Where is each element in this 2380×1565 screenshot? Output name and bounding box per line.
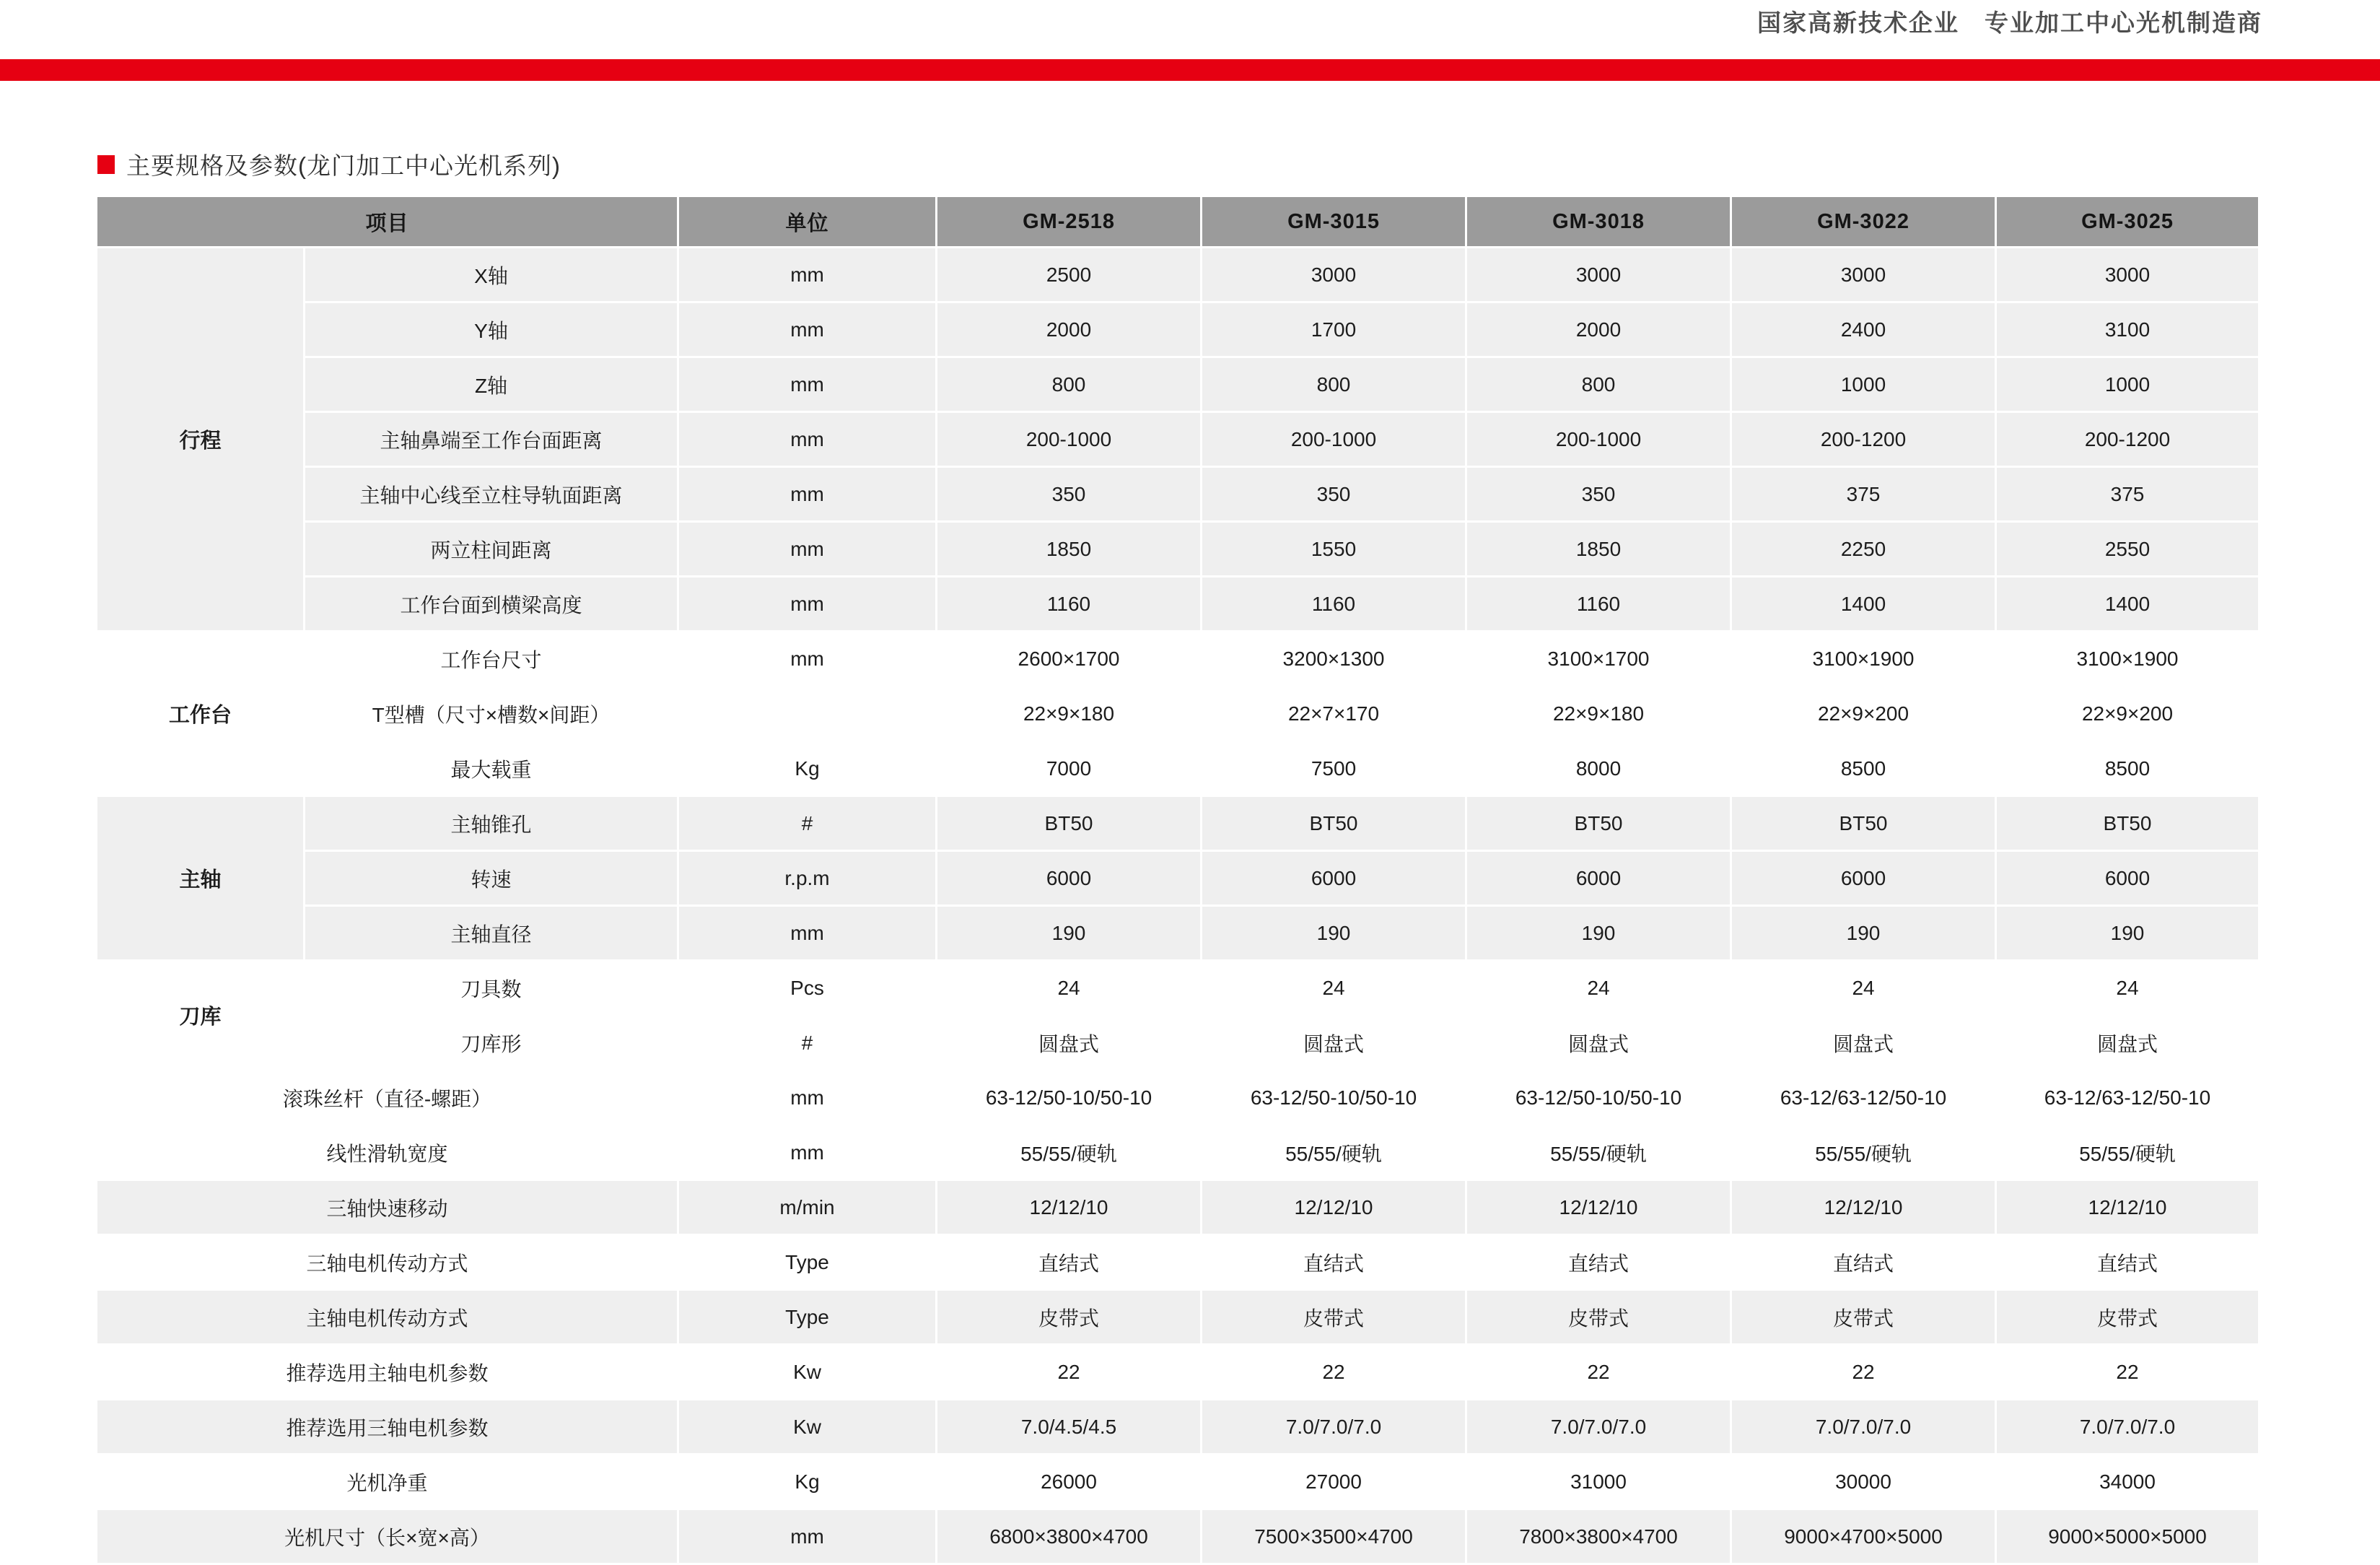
unit-cell: mm bbox=[679, 468, 935, 520]
table-row bbox=[97, 577, 2258, 630]
value-cell: 31000 bbox=[1467, 1455, 1730, 1508]
group-label-cell: 刀库 bbox=[97, 962, 303, 1069]
value-cell: 直结式 bbox=[1997, 1236, 2258, 1289]
top-banner bbox=[0, 0, 2380, 59]
value-cell: 圆盘式 bbox=[937, 1016, 1200, 1069]
value-cell: 12/12/10 bbox=[937, 1181, 1200, 1234]
unit-cell bbox=[679, 687, 935, 740]
row-label-cell: 推荐选用三轴电机参数 bbox=[97, 1400, 677, 1453]
table-row bbox=[97, 1181, 2258, 1234]
unit-cell: Type bbox=[679, 1291, 935, 1343]
value-cell: 3100×1700 bbox=[1467, 632, 1730, 685]
value-cell: 7.0/4.5/4.5 bbox=[937, 1400, 1200, 1453]
value-cell: 55/55/硬轨 bbox=[1732, 1126, 1995, 1179]
red-square-bullet-icon bbox=[97, 155, 115, 174]
table-row bbox=[97, 1016, 2258, 1069]
value-cell: 22×9×200 bbox=[1732, 687, 1995, 740]
row-label-cell: Y轴 bbox=[305, 303, 677, 356]
value-cell: 375 bbox=[1732, 468, 1995, 520]
value-cell: 22 bbox=[937, 1346, 1200, 1398]
section-title bbox=[97, 147, 2380, 181]
value-cell: 1160 bbox=[937, 577, 1200, 630]
value-cell: 22 bbox=[1467, 1346, 1730, 1398]
value-cell: 圆盘式 bbox=[1732, 1016, 1995, 1069]
value-cell: 9000×4700×5000 bbox=[1732, 1510, 1995, 1563]
value-cell: 1160 bbox=[1467, 577, 1730, 630]
value-cell: 7000 bbox=[937, 742, 1200, 795]
value-cell: 200-1000 bbox=[937, 413, 1200, 466]
unit-cell: r.p.m bbox=[679, 852, 935, 904]
row-label-cell: T型槽（尺寸×槽数×间距） bbox=[305, 687, 677, 740]
value-cell: 8000 bbox=[1467, 742, 1730, 795]
value-cell: 190 bbox=[1467, 907, 1730, 959]
value-cell: 12/12/10 bbox=[1467, 1181, 1730, 1234]
value-cell: 12/12/10 bbox=[1732, 1181, 1995, 1234]
value-cell: 1850 bbox=[1467, 523, 1730, 575]
unit-cell: mm bbox=[679, 1510, 935, 1563]
column-header-unit: 单位 bbox=[679, 197, 935, 246]
value-cell: 1400 bbox=[1997, 577, 2258, 630]
value-cell: 12/12/10 bbox=[1997, 1181, 2258, 1234]
value-cell: 2600×1700 bbox=[937, 632, 1200, 685]
table-row bbox=[97, 632, 2258, 685]
value-cell: 圆盘式 bbox=[1202, 1016, 1465, 1069]
value-cell: 7500×3500×4700 bbox=[1202, 1510, 1465, 1563]
red-divider-bar bbox=[0, 59, 2380, 81]
value-cell: 30000 bbox=[1732, 1455, 1995, 1508]
value-cell: 22×7×170 bbox=[1202, 687, 1465, 740]
value-cell: 皮带式 bbox=[1997, 1291, 2258, 1343]
unit-cell: Pcs bbox=[679, 962, 935, 1014]
value-cell: 375 bbox=[1997, 468, 2258, 520]
value-cell: 8500 bbox=[1997, 742, 2258, 795]
row-label-cell: 主轴锥孔 bbox=[305, 797, 677, 850]
value-cell: 55/55/硬轨 bbox=[1997, 1126, 2258, 1179]
value-cell: 63-12/50-10/50-10 bbox=[1467, 1071, 1730, 1124]
unit-cell: Kg bbox=[679, 742, 935, 795]
value-cell: 2250 bbox=[1732, 523, 1995, 575]
unit-cell: mm bbox=[679, 907, 935, 959]
table-row bbox=[97, 523, 2258, 575]
value-cell: 34000 bbox=[1997, 1455, 2258, 1508]
value-cell: 26000 bbox=[937, 1455, 1200, 1508]
row-label-cell: 工作台面到横梁高度 bbox=[305, 577, 677, 630]
table-row bbox=[97, 1236, 2258, 1289]
column-header-model-gm3018: GM-3018 bbox=[1467, 197, 1730, 246]
row-label-cell: 转速 bbox=[305, 852, 677, 904]
value-cell: 22 bbox=[1997, 1346, 2258, 1398]
unit-cell: m/min bbox=[679, 1181, 935, 1234]
table-row bbox=[97, 1291, 2258, 1343]
column-header-model-gm3022: GM-3022 bbox=[1732, 197, 1995, 246]
value-cell: 2500 bbox=[937, 248, 1200, 301]
section-title-text: 主要规格及参数(龙门加工中心光机系列) bbox=[126, 152, 561, 179]
value-cell: 3000 bbox=[1997, 248, 2258, 301]
value-cell: 3000 bbox=[1467, 248, 1730, 301]
value-cell: 7.0/7.0/7.0 bbox=[1467, 1400, 1730, 1453]
value-cell: 12/12/10 bbox=[1202, 1181, 1465, 1234]
value-cell: BT50 bbox=[937, 797, 1200, 850]
column-header-model-gm3015: GM-3015 bbox=[1202, 197, 1465, 246]
row-label-cell: 主轴中心线至立柱导轨面距离 bbox=[305, 468, 677, 520]
value-cell: 800 bbox=[1467, 358, 1730, 411]
value-cell: 圆盘式 bbox=[1467, 1016, 1730, 1069]
value-cell: 55/55/硬轨 bbox=[937, 1126, 1200, 1179]
value-cell: 800 bbox=[937, 358, 1200, 411]
row-label-cell: 主轴电机传动方式 bbox=[97, 1291, 677, 1343]
unit-cell: mm bbox=[679, 358, 935, 411]
row-label-cell: X轴 bbox=[305, 248, 677, 301]
unit-cell: Kw bbox=[679, 1400, 935, 1453]
value-cell: 直结式 bbox=[1202, 1236, 1465, 1289]
row-label-cell: 工作台尺寸 bbox=[305, 632, 677, 685]
value-cell: 24 bbox=[1732, 962, 1995, 1014]
table-row bbox=[97, 1400, 2258, 1453]
value-cell: 皮带式 bbox=[937, 1291, 1200, 1343]
row-label-cell: 光机净重 bbox=[97, 1455, 677, 1508]
row-label-cell: 刀具数 bbox=[305, 962, 677, 1014]
table-row bbox=[97, 1071, 2258, 1124]
value-cell: 7500 bbox=[1202, 742, 1465, 795]
group-label-cell: 工作台 bbox=[97, 632, 303, 795]
unit-cell: mm bbox=[679, 1126, 935, 1179]
row-label-cell: 两立柱间距离 bbox=[305, 523, 677, 575]
value-cell: 55/55/硬轨 bbox=[1467, 1126, 1730, 1179]
row-label-cell: 主轴直径 bbox=[305, 907, 677, 959]
value-cell: 22×9×200 bbox=[1997, 687, 2258, 740]
column-header-model-gm2518: GM-2518 bbox=[937, 197, 1200, 246]
value-cell: 350 bbox=[1467, 468, 1730, 520]
value-cell: BT50 bbox=[1997, 797, 2258, 850]
value-cell: 63-12/50-10/50-10 bbox=[937, 1071, 1200, 1124]
value-cell: 6000 bbox=[937, 852, 1200, 904]
table-row bbox=[97, 413, 2258, 466]
value-cell: 800 bbox=[1202, 358, 1465, 411]
value-cell: 55/55/硬轨 bbox=[1202, 1126, 1465, 1179]
value-cell: BT50 bbox=[1467, 797, 1730, 850]
value-cell: 63-12/63-12/50-10 bbox=[1732, 1071, 1995, 1124]
unit-cell: mm bbox=[679, 248, 935, 301]
value-cell: 3100×1900 bbox=[1732, 632, 1995, 685]
unit-cell: # bbox=[679, 1016, 935, 1069]
value-cell: 27000 bbox=[1202, 1455, 1465, 1508]
value-cell: 直结式 bbox=[937, 1236, 1200, 1289]
value-cell: 8500 bbox=[1732, 742, 1995, 795]
table-row bbox=[97, 1510, 2258, 1563]
row-label-cell: 推荐选用主轴电机参数 bbox=[97, 1346, 677, 1398]
unit-cell: Kg bbox=[679, 1455, 935, 1508]
row-label-cell: 三轴电机传动方式 bbox=[97, 1236, 677, 1289]
value-cell: 7.0/7.0/7.0 bbox=[1202, 1400, 1465, 1453]
table-row bbox=[97, 907, 2258, 959]
value-cell: 190 bbox=[937, 907, 1200, 959]
table-row bbox=[97, 962, 2258, 1014]
value-cell: 6000 bbox=[1997, 852, 2258, 904]
value-cell: 2000 bbox=[937, 303, 1200, 356]
value-cell: 皮带式 bbox=[1467, 1291, 1730, 1343]
value-cell: 350 bbox=[1202, 468, 1465, 520]
table-row bbox=[97, 468, 2258, 520]
column-header-item: 项目 bbox=[97, 197, 677, 246]
value-cell: 63-12/63-12/50-10 bbox=[1997, 1071, 2258, 1124]
value-cell: 3000 bbox=[1732, 248, 1995, 301]
row-label-cell: 三轴快速移动 bbox=[97, 1181, 677, 1234]
unit-cell: mm bbox=[679, 303, 935, 356]
column-header-model-gm3025: GM-3025 bbox=[1997, 197, 2258, 246]
value-cell: 1160 bbox=[1202, 577, 1465, 630]
value-cell: 350 bbox=[937, 468, 1200, 520]
spec-table-body bbox=[97, 248, 2258, 1563]
value-cell: 22×9×180 bbox=[1467, 687, 1730, 740]
table-row bbox=[97, 687, 2258, 740]
value-cell: 22 bbox=[1202, 1346, 1465, 1398]
value-cell: 2550 bbox=[1997, 523, 2258, 575]
value-cell: 63-12/50-10/50-10 bbox=[1202, 1071, 1465, 1124]
group-label-cell: 行程 bbox=[97, 248, 303, 630]
value-cell: 6800×3800×4700 bbox=[937, 1510, 1200, 1563]
row-label-cell: 滚珠丝杆（直径-螺距） bbox=[97, 1071, 677, 1124]
value-cell: 200-1200 bbox=[1997, 413, 2258, 466]
unit-cell: # bbox=[679, 797, 935, 850]
row-label-cell: 刀库形 bbox=[305, 1016, 677, 1069]
row-label-cell: 线性滑轨宽度 bbox=[97, 1126, 677, 1179]
table-row bbox=[97, 852, 2258, 904]
value-cell: 2000 bbox=[1467, 303, 1730, 356]
value-cell: 1400 bbox=[1732, 577, 1995, 630]
value-cell: 圆盘式 bbox=[1997, 1016, 2258, 1069]
table-row bbox=[97, 358, 2258, 411]
company-slogan: 国家高新技术企业 专业加工中心光机制造商 bbox=[1757, 9, 2262, 36]
value-cell: 6000 bbox=[1467, 852, 1730, 904]
unit-cell: mm bbox=[679, 413, 935, 466]
table-row bbox=[97, 742, 2258, 795]
value-cell: 22 bbox=[1732, 1346, 1995, 1398]
content-area bbox=[0, 147, 2380, 1565]
value-cell: 7.0/7.0/7.0 bbox=[1997, 1400, 2258, 1453]
value-cell: 9000×5000×5000 bbox=[1997, 1510, 2258, 1563]
unit-cell: mm bbox=[679, 1071, 935, 1124]
value-cell: 直结式 bbox=[1732, 1236, 1995, 1289]
value-cell: BT50 bbox=[1732, 797, 1995, 850]
spec-table bbox=[95, 195, 2260, 1565]
group-label-cell: 主轴 bbox=[97, 797, 303, 959]
value-cell: 24 bbox=[937, 962, 1200, 1014]
value-cell: 1000 bbox=[1732, 358, 1995, 411]
value-cell: 1700 bbox=[1202, 303, 1465, 356]
row-label-cell: 主轴鼻端至工作台面距离 bbox=[305, 413, 677, 466]
value-cell: 直结式 bbox=[1467, 1236, 1730, 1289]
value-cell: 3100×1900 bbox=[1997, 632, 2258, 685]
value-cell: 24 bbox=[1997, 962, 2258, 1014]
row-label-cell: 光机尺寸（长×宽×高） bbox=[97, 1510, 677, 1563]
table-row bbox=[97, 797, 2258, 850]
row-label-cell: Z轴 bbox=[305, 358, 677, 411]
table-row bbox=[97, 303, 2258, 356]
table-row bbox=[97, 1455, 2258, 1508]
value-cell: 1850 bbox=[937, 523, 1200, 575]
value-cell: 1000 bbox=[1997, 358, 2258, 411]
value-cell: 3200×1300 bbox=[1202, 632, 1465, 685]
header-row bbox=[97, 197, 2258, 246]
table-row bbox=[97, 248, 2258, 301]
unit-cell: mm bbox=[679, 523, 935, 575]
value-cell: 24 bbox=[1202, 962, 1465, 1014]
table-row bbox=[97, 1126, 2258, 1179]
unit-cell: mm bbox=[679, 577, 935, 630]
table-row bbox=[97, 1346, 2258, 1398]
value-cell: 24 bbox=[1467, 962, 1730, 1014]
value-cell: 7800×3800×4700 bbox=[1467, 1510, 1730, 1563]
unit-cell: mm bbox=[679, 632, 935, 685]
value-cell: 3000 bbox=[1202, 248, 1465, 301]
value-cell: 皮带式 bbox=[1202, 1291, 1465, 1343]
value-cell: 22×9×180 bbox=[937, 687, 1200, 740]
value-cell: 200-1000 bbox=[1467, 413, 1730, 466]
value-cell: BT50 bbox=[1202, 797, 1465, 850]
value-cell: 200-1000 bbox=[1202, 413, 1465, 466]
value-cell: 皮带式 bbox=[1732, 1291, 1995, 1343]
value-cell: 1550 bbox=[1202, 523, 1465, 575]
value-cell: 6000 bbox=[1732, 852, 1995, 904]
value-cell: 2400 bbox=[1732, 303, 1995, 356]
unit-cell: Type bbox=[679, 1236, 935, 1289]
value-cell: 190 bbox=[1997, 907, 2258, 959]
unit-cell: Kw bbox=[679, 1346, 935, 1398]
value-cell: 190 bbox=[1732, 907, 1995, 959]
value-cell: 200-1200 bbox=[1732, 413, 1995, 466]
value-cell: 3100 bbox=[1997, 303, 2258, 356]
value-cell: 7.0/7.0/7.0 bbox=[1732, 1400, 1995, 1453]
row-label-cell: 最大载重 bbox=[305, 742, 677, 795]
value-cell: 6000 bbox=[1202, 852, 1465, 904]
value-cell: 190 bbox=[1202, 907, 1465, 959]
